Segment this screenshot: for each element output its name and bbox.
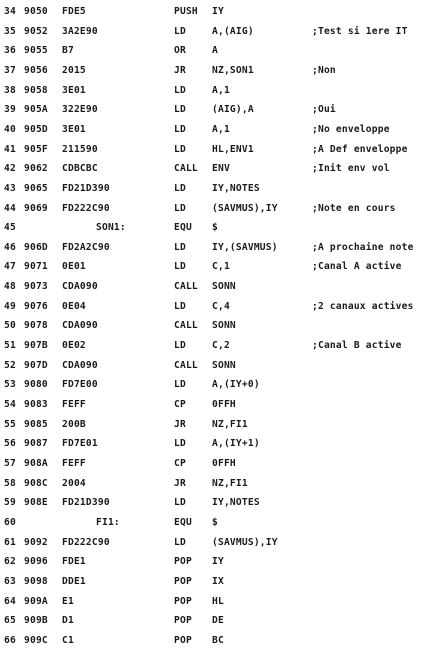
address: 909C (24, 634, 48, 646)
hex-bytes: CDA090 (62, 281, 98, 293)
address: 909A (24, 595, 48, 607)
address: 9062 (24, 163, 48, 175)
line-number: 66 (4, 634, 16, 646)
address: 9056 (24, 64, 48, 76)
line-number: 44 (4, 202, 16, 214)
address: 9050 (24, 6, 48, 17)
hex-bytes: FD21D390 (62, 497, 110, 509)
line-number: 59 (4, 497, 16, 509)
hex-bytes: FD222C90 (62, 536, 110, 548)
line-number: 54 (4, 399, 16, 410)
comment: ;No enveloppe (312, 123, 390, 135)
listing-line (0, 572, 424, 591)
line-number: 57 (4, 457, 16, 469)
operand: A,1 (212, 84, 230, 96)
address: 9083 (24, 399, 48, 410)
address: 908A (24, 457, 48, 469)
hex-bytes: 0E02 (62, 340, 86, 352)
line-number: 60 (4, 516, 16, 528)
line-number: 37 (4, 64, 16, 76)
comment: ;Test si 1ere IT (312, 25, 408, 37)
line-number: 65 (4, 615, 16, 627)
hex-bytes: 0E01 (62, 261, 86, 273)
comment: ;Init env vol (312, 163, 390, 175)
mnemonic: JR (174, 477, 186, 489)
listing-line (0, 493, 424, 512)
address: 9052 (24, 25, 48, 37)
comment: ;Note en cours (312, 202, 396, 214)
listing-line (0, 592, 424, 611)
line-number: 61 (4, 536, 16, 548)
mnemonic: POP (174, 595, 192, 607)
comment: ;A Def enveloppe (312, 143, 408, 155)
hex-bytes: FD7E01 (62, 438, 98, 450)
line-number: 56 (4, 438, 16, 450)
comment: ;Canal B active (312, 340, 402, 352)
hex-bytes: FD21D390 (62, 182, 110, 194)
listing-line (0, 415, 424, 434)
listing-line (0, 513, 424, 532)
listing-line (0, 22, 424, 41)
listing-line (0, 533, 424, 552)
listing-line (0, 81, 424, 100)
mnemonic: CALL (174, 163, 198, 175)
listing-line (0, 159, 424, 178)
mnemonic: LD (174, 300, 186, 312)
operand: C,2 (212, 340, 230, 352)
line-number: 39 (4, 104, 16, 116)
comment: ;2 canaux actives (312, 300, 414, 312)
listing-line (0, 100, 424, 119)
mnemonic: JR (174, 418, 186, 430)
listing-line (0, 120, 424, 139)
line-number: 64 (4, 595, 16, 607)
address: 9069 (24, 202, 48, 214)
line-number: 42 (4, 163, 16, 175)
line-number: 52 (4, 359, 16, 371)
line-number: 40 (4, 123, 16, 135)
mnemonic: PUSH (174, 6, 198, 17)
mnemonic: POP (174, 634, 192, 646)
mnemonic: LD (174, 241, 186, 253)
mnemonic: LD (174, 379, 186, 391)
operand: $ (212, 222, 218, 234)
mnemonic: LD (174, 438, 186, 450)
line-number: 63 (4, 575, 16, 587)
listing-line (0, 277, 424, 296)
operand: IX (212, 575, 224, 587)
address: 905F (24, 143, 48, 155)
comment: ;Canal A active (312, 261, 402, 273)
line-number: 50 (4, 320, 16, 332)
line-number: 34 (4, 6, 16, 17)
address: 9065 (24, 182, 48, 194)
mnemonic: EQU (174, 222, 192, 234)
mnemonic: JR (174, 64, 186, 76)
listing-line (0, 199, 424, 218)
mnemonic: LD (174, 104, 186, 116)
operand: IY (212, 6, 224, 17)
mnemonic: CALL (174, 320, 198, 332)
address: 907D (24, 359, 48, 371)
operand: A,(IY+1) (212, 438, 260, 450)
hex-bytes: 211590 (62, 143, 98, 155)
listing-line (0, 2, 424, 21)
asm-label: FI1: (96, 516, 120, 528)
mnemonic: LD (174, 536, 186, 548)
asm-label: SON1: (96, 222, 126, 234)
hex-bytes: 2004 (62, 477, 86, 489)
address: 907B (24, 340, 48, 352)
hex-bytes: CDBCBC (62, 163, 98, 175)
operand: 0FFH (212, 399, 236, 410)
mnemonic: CP (174, 457, 186, 469)
hex-bytes: 3E01 (62, 123, 86, 135)
listing-line (0, 395, 424, 414)
line-number: 47 (4, 261, 16, 273)
mnemonic: LD (174, 202, 186, 214)
address: 9076 (24, 300, 48, 312)
address: 9085 (24, 418, 48, 430)
address: 9096 (24, 556, 48, 568)
operand: HL (212, 595, 224, 607)
listing-line (0, 179, 424, 198)
line-number: 45 (4, 222, 16, 234)
comment: ;Non (312, 64, 336, 76)
operand: NZ,FI1 (212, 477, 248, 489)
mnemonic: LD (174, 182, 186, 194)
mnemonic: POP (174, 615, 192, 627)
line-number: 38 (4, 84, 16, 96)
operand: A,(IY+0) (212, 379, 260, 391)
listing-line (0, 434, 424, 453)
operand: A (212, 45, 218, 57)
hex-bytes: 200B (62, 418, 86, 430)
address: 905A (24, 104, 48, 116)
address: 9073 (24, 281, 48, 293)
operand: A,(AIG) (212, 25, 254, 37)
comment: ;Oui (312, 104, 336, 116)
listing-line (0, 316, 424, 335)
line-number: 35 (4, 25, 16, 37)
operand: 0FFH (212, 457, 236, 469)
hex-bytes: 0E04 (62, 300, 86, 312)
hex-bytes: 3A2E90 (62, 25, 98, 37)
operand: NZ,FI1 (212, 418, 248, 430)
hex-bytes: DDE1 (62, 575, 86, 587)
listing-line (0, 375, 424, 394)
hex-bytes: 2015 (62, 64, 86, 76)
hex-bytes: 322E90 (62, 104, 98, 116)
line-number: 62 (4, 556, 16, 568)
mnemonic: LD (174, 84, 186, 96)
line-number: 51 (4, 340, 16, 352)
operand: C,1 (212, 261, 230, 273)
listing-line (0, 297, 424, 316)
operand: IY,(SAVMUS) (212, 241, 278, 253)
listing-line (0, 257, 424, 276)
mnemonic: CALL (174, 281, 198, 293)
listing-line (0, 552, 424, 571)
address: 9078 (24, 320, 48, 332)
hex-bytes: CDA090 (62, 320, 98, 332)
mnemonic: OR (174, 45, 186, 57)
listing-line (0, 238, 424, 257)
operand: C,4 (212, 300, 230, 312)
operand: (AIG),A (212, 104, 254, 116)
operand: $ (212, 516, 218, 528)
mnemonic: CP (174, 399, 186, 410)
listing-line (0, 356, 424, 375)
hex-bytes: FD7E00 (62, 379, 98, 391)
line-number: 53 (4, 379, 16, 391)
line-number: 41 (4, 143, 16, 155)
mnemonic: POP (174, 575, 192, 587)
hex-bytes: CDA090 (62, 359, 98, 371)
operand: (SAVMUS),IY (212, 202, 278, 214)
listing-line (0, 61, 424, 80)
listing-line (0, 218, 424, 237)
hex-bytes: FDE5 (62, 6, 86, 17)
operand: ENV (212, 163, 230, 175)
operand: BC (212, 634, 224, 646)
listing-line (0, 474, 424, 493)
mnemonic: LD (174, 25, 186, 37)
operand: DE (212, 615, 224, 627)
line-number: 48 (4, 281, 16, 293)
mnemonic: LD (174, 261, 186, 273)
address: 908E (24, 497, 48, 509)
listing-line (0, 611, 424, 630)
operand: IY,NOTES (212, 182, 260, 194)
address: 9058 (24, 84, 48, 96)
operand: SONN (212, 359, 236, 371)
hex-bytes: FD2A2C90 (62, 241, 110, 253)
address: 906D (24, 241, 48, 253)
listing-line (0, 336, 424, 355)
address: 9055 (24, 45, 48, 57)
operand: A,1 (212, 123, 230, 135)
listing-line (0, 140, 424, 159)
hex-bytes: E1 (62, 595, 74, 607)
mnemonic: LD (174, 143, 186, 155)
mnemonic: LD (174, 340, 186, 352)
mnemonic: POP (174, 556, 192, 568)
line-number: 36 (4, 45, 16, 57)
mnemonic: LD (174, 123, 186, 135)
line-number: 58 (4, 477, 16, 489)
listing-line (0, 454, 424, 473)
address: 908C (24, 477, 48, 489)
hex-bytes: C1 (62, 634, 74, 646)
line-number: 46 (4, 241, 16, 253)
operand: NZ,SON1 (212, 64, 254, 76)
hex-bytes: 3E01 (62, 84, 86, 96)
hex-bytes: D1 (62, 615, 74, 627)
line-number: 43 (4, 182, 16, 194)
hex-bytes: FEFF (62, 399, 86, 410)
operand: IY (212, 556, 224, 568)
mnemonic: CALL (174, 359, 198, 371)
address: 9071 (24, 261, 48, 273)
line-number: 55 (4, 418, 16, 430)
hex-bytes: FEFF (62, 457, 86, 469)
address: 9087 (24, 438, 48, 450)
mnemonic: LD (174, 497, 186, 509)
operand: (SAVMUS),IY (212, 536, 278, 548)
address: 9098 (24, 575, 48, 587)
address: 9080 (24, 379, 48, 391)
comment: ;A prochaine note (312, 241, 414, 253)
operand: HL,ENV1 (212, 143, 254, 155)
listing-line (0, 41, 424, 60)
hex-bytes: FD222C90 (62, 202, 110, 214)
line-number: 49 (4, 300, 16, 312)
operand: IY,NOTES (212, 497, 260, 509)
operand: SONN (212, 320, 236, 332)
mnemonic: EQU (174, 516, 192, 528)
hex-bytes: B7 (62, 45, 74, 57)
address: 909B (24, 615, 48, 627)
address: 9092 (24, 536, 48, 548)
hex-bytes: FDE1 (62, 556, 86, 568)
address: 905D (24, 123, 48, 135)
operand: SONN (212, 281, 236, 293)
listing-line (0, 631, 424, 650)
